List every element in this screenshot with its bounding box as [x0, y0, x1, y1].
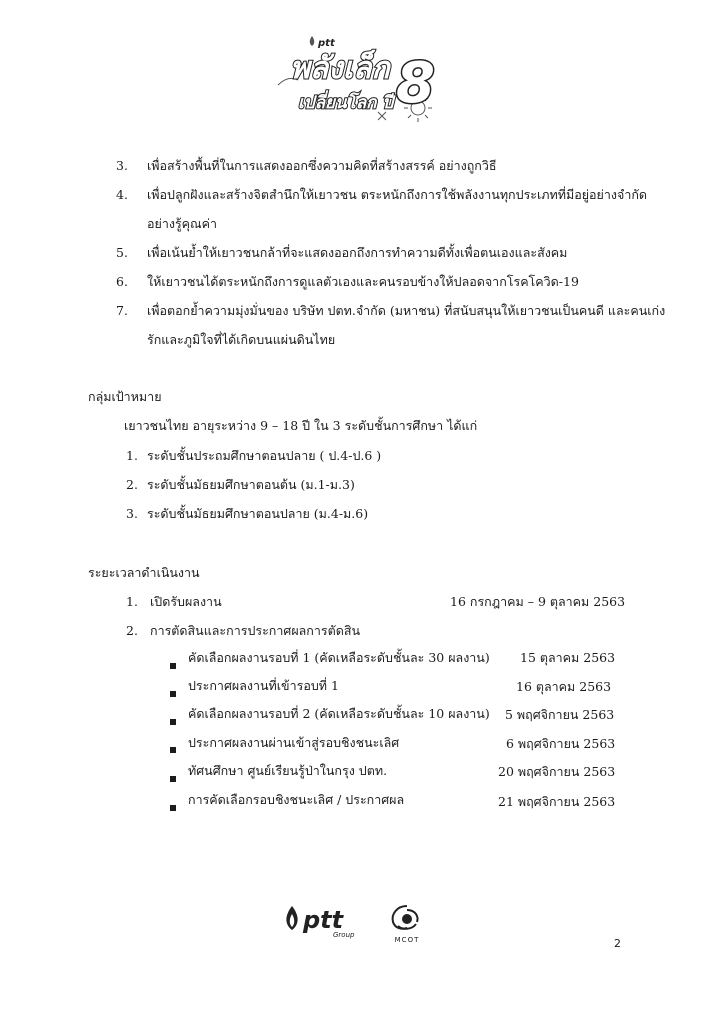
objective-text: เพื่อปลูกฝังและสร้างจิตสำนึกให้เยาวชน ตระหนักถึงการใช้พลังงานทุกประเภทที่มีอยู่อย่างจำกัด [147, 187, 648, 202]
timeline-item-number: 2. [126, 623, 138, 638]
timeline-heading: ระยะเวลาดำเนินงาน [88, 565, 200, 580]
bullet-icon [170, 710, 176, 729]
schedule-item-date: 21 พฤศจิกายน 2563 [498, 794, 616, 809]
objective-text-cont: รักและภูมิใจที่ได้เกิดบนแผ่นดินไทย [147, 332, 336, 347]
target-intro: เยาวชนไทย อายุระหว่าง 9 – 18 ปี ใน 3 ระดับชั้นการศึกษา ได้แก่ [124, 418, 478, 433]
schedule-item-date: 15 ตุลาคม 2563 [520, 650, 616, 665]
objective-text-cont: อย่างรู้คุณค่า [147, 216, 218, 231]
bullet-icon [170, 767, 176, 786]
schedule-item-date: 6 พฤศจิกายน 2563 [506, 736, 616, 751]
schedule-item-date: 5 พฤศจิกายน 2563 [505, 707, 615, 722]
schedule-item-date: 16 ตุลาคม 2563 [516, 679, 612, 694]
bullet-icon [170, 682, 176, 701]
mcot-logo-text: MCOT [394, 936, 420, 944]
target-level-number: 3. [126, 506, 138, 521]
bullet-icon [170, 796, 176, 815]
objective-text: ให้เยาวชนได้ตระหนักถึงการดูแลตัวเองและคนรอบข้างให้ปลอดจากโรคโควิด-19 [147, 274, 579, 289]
objective-text: เพื่อสร้างพื้นที่ในการแสดงออกซึ่งความคิดที่สร้างสรรค์ อย่างถูกวิธี [147, 158, 497, 173]
ptt-logo-sub: Group [333, 931, 355, 939]
schedule-item-text: การคัดเลือกรอบชิงชนะเลิศ / ประกาศผล [188, 792, 405, 807]
page-number: 2 [614, 937, 621, 950]
logo-number-text: 8 [396, 51, 435, 116]
objective-number: 7. [116, 303, 128, 318]
logo-line2-text: เปลี่ยนโลก ปี [298, 93, 394, 113]
schedule-item-date: 20 พฤศจิกายน 2563 [498, 764, 616, 779]
bullet-icon [170, 738, 176, 757]
mcot-emblem-icon [393, 906, 418, 929]
objective-text: เพื่อตอกย้ำความมุ่งมั่นของ บริษัท ปตท.จำกัด (มหาชน) ที่สนับสนุนให้เยาวชนเป็นคนดี และคนเก่ง [147, 303, 666, 318]
objective-number: 4. [116, 187, 128, 202]
ptt-logo [283, 902, 371, 940]
campaign-logo [268, 30, 443, 130]
schedule-item-text: ทัศนศึกษา ศูนย์เรียนรู้ป่าในกรุง ปตท. [188, 763, 388, 778]
logo-line1-text: พลังเล็ก [290, 51, 390, 86]
objective-number: 5. [116, 245, 128, 260]
schedule-item-text: ประกาศผลงานที่เข้ารอบที่ 1 [188, 678, 339, 693]
ptt-logo-text: ptt [303, 906, 344, 934]
bullet-icon [170, 654, 176, 673]
timeline-item-text: เปิดรับผลงาน [150, 594, 222, 609]
target-heading: กลุ่มเป้าหมาย [88, 389, 162, 404]
objective-number: 6. [116, 274, 128, 289]
timeline-item-text: การตัดสินและการประกาศผลการตัดสิน [150, 623, 361, 638]
timeline-item-date: 16 กรกฎาคม – 9 ตุลาคม 2563 [450, 594, 626, 609]
logo-brand-text: ptt [318, 38, 335, 49]
objective-number: 3. [116, 158, 128, 173]
campaign-logo-graphic [268, 30, 443, 130]
schedule-item-text: คัดเลือกผลงานรอบที่ 1 (คัดเหลือระดับชั้นละ 30 ผลงาน) [188, 650, 490, 665]
target-level-number: 1. [126, 448, 138, 463]
target-level-text: ระดับชั้นมัธยมศึกษาตอนต้น (ม.1-ม.3) [147, 477, 355, 492]
schedule-item-text: คัดเลือกผลงานรอบที่ 2 (คัดเหลือระดับชั้นละ 10 ผลงาน) [188, 706, 490, 721]
timeline-item-number: 1. [126, 594, 138, 609]
schedule-item-text: ประกาศผลงานผ่านเข้าสู่รอบชิงชนะเลิศ [188, 735, 400, 750]
target-level-text: ระดับชั้นมัธยมศึกษาตอนปลาย (ม.4-ม.6) [147, 506, 369, 521]
objective-text: เพื่อเน้นย้ำให้เยาวชนกล้าที่จะแสดงออกถึงการทำความดีทั้งเพื่อตนเองและสังคม [147, 245, 568, 260]
target-level-number: 2. [126, 477, 138, 492]
target-level-text: ระดับชั้นประถมศึกษาตอนปลาย ( ป.4-ป.6 ) [147, 448, 382, 463]
mcot-logo [382, 902, 432, 944]
